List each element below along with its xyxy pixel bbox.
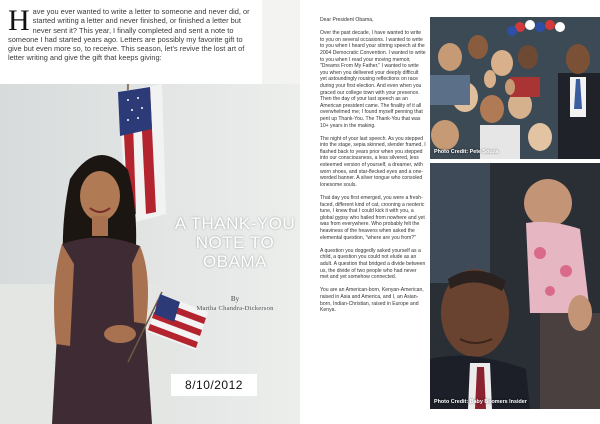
headline-line-1: A THANK-YOU — [174, 214, 296, 233]
letter-salutation: Dear President Obama, — [320, 17, 374, 23]
headline-line-2: NOTE TO — [195, 233, 275, 252]
intro-block — [0, 0, 262, 84]
photo-credit-bottom: Photo Credit: Baby Boomers Insider — [434, 399, 527, 405]
byline-label: By — [230, 295, 240, 303]
headline-line-3: OBAMA — [203, 252, 267, 271]
baby-photo — [430, 163, 600, 409]
photo-credit-top: Photo Credit: Pete Souza — [434, 149, 499, 155]
intro-text: ave you ever wanted to write a letter to someone and never did, or started writing a letter and never finished, or finished a letter but never sent it? This year, I finally completed and sent a note to someone I had started years ago. Letters are possibly my favorite gift to give but even more so, to receive. This season, let's revive the lost art of letter writing and give the gift that keeps giving: — [8, 7, 250, 63]
article-headline — [170, 214, 300, 271]
crowd-photo — [430, 17, 600, 159]
letter-paragraph: The night of your last speech. As you stepped into the stage, sepia skinned, slender framed, I flashed back to years prior when you stepped into our consciousness, a less silvered, less esteemed version of yourself, a dreamer, with worn shoes, and star-flecked eyes and a one-worded banner. A silver tongue who consoled lonesome souls. — [320, 135, 426, 188]
crowd-photo-illustration — [430, 17, 600, 159]
letter-paragraph: A question you doggedly asked yourself as a child, a question you could not elude as an adult. A question that bridged a divide between us, the divide of two people who had never met and yet somehow connected. — [320, 247, 426, 281]
letter-body — [320, 17, 426, 320]
page-gutter — [300, 0, 304, 424]
byline-author: Martha Chandra-Dickerson — [196, 305, 274, 312]
baby-photo-illustration — [430, 163, 600, 409]
letter-paragraph: You are an American-born, Kenyan-American, raised in Asia and America, and I, an Asian-born, Indian-Christian, raised in Europe and Kenya. — [320, 287, 424, 314]
drop-cap: H — [8, 4, 30, 37]
date-label: 8/10/2012 — [171, 374, 257, 396]
letter-paragraph: That day you first emerged, you were a fresh-faced, different kind of cat, crooning a neoteric tune, I knew that I could kick it with you, a global gypsy who hailed from nowhere and yet was from everywhere. Who probably felt the heaviness of the heavens when asked the elemental question, "where are you from?" — [320, 195, 425, 241]
letter-paragraph: Over the past decade, I have wanted to write to you on several occasions. I wanted to write to you when I heard your stirring speech at the 2004 Democratic Convention. I wanted to write to you when I read your moving memoir, "Dreams From My Father." I wanted to write you when you delivered your deeply difficult yet astoundingly rousing reflections on race during your first election. And even when you graced our college town with your presence. Then the day of your last speech as an American president came. The finality of it all overwhelmed me; I found myself penning that pent up Thank-You. The Thank-You that was 10+ years in the making. — [320, 30, 426, 129]
